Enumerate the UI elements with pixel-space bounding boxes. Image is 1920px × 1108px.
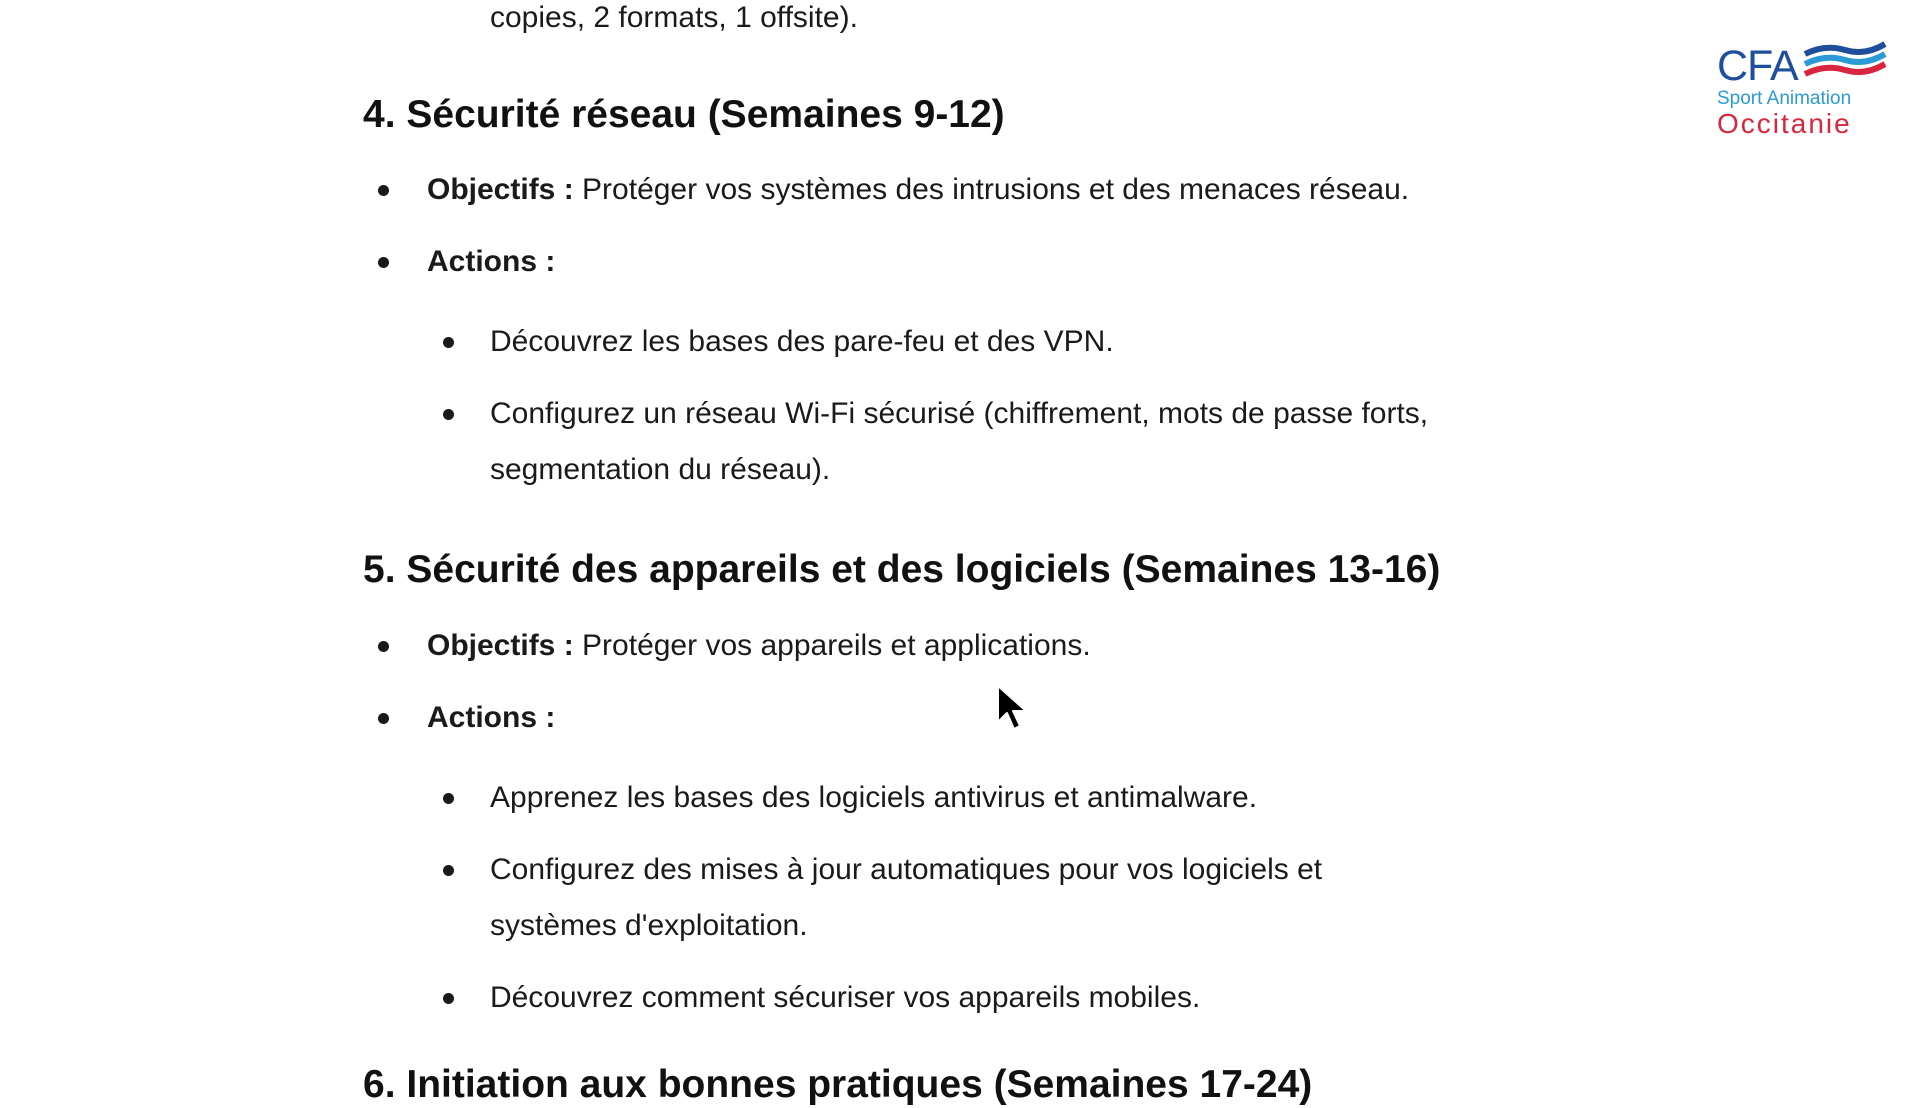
bullet <box>378 257 389 268</box>
section-5-action-1: Apprenez les bases des logiciels antivirus et antimalware. <box>490 781 1258 814</box>
section-5-action-2-line-1: Configurez des mises à jour automatiques pour vos logiciels et <box>490 853 1323 886</box>
bullet <box>443 337 454 348</box>
bullet <box>443 993 454 1004</box>
section-4-action-1: Découvrez les bases des pare-feu et des VPN. <box>490 325 1114 358</box>
bullet <box>378 641 389 652</box>
objectifs-text: Protéger vos systèmes des intrusions et des menaces réseau. <box>582 173 1410 206</box>
logo-sport-text: Sport Animation <box>1717 88 1852 109</box>
section-4-action-2-line-1: Configurez un réseau Wi-Fi sécurisé (chiffrement, mots de passe forts, <box>490 397 1429 430</box>
bullet <box>443 409 454 420</box>
logo-occitanie-text: Occitanie <box>1717 108 1852 139</box>
top-fragment-text: copies, 2 formats, 1 offsite). <box>490 1 858 34</box>
section-5-action-3: Découvrez comment sécuriser vos appareils mobiles. <box>490 981 1201 1014</box>
section-5-actions-label: Actions : <box>427 701 556 734</box>
objectifs-text: Protéger vos appareils et applications. <box>582 629 1091 662</box>
bullet <box>443 865 454 876</box>
section-6-heading-partial: 6. Initiation aux bonnes pratiques (Semaines 17-24) <box>363 1063 1313 1106</box>
section-4-action-2-line-2: segmentation du réseau). <box>490 453 831 486</box>
section-4-heading: 4. Sécurité réseau (Semaines 9-12) <box>363 93 1005 136</box>
section-5-action-2-line-2: systèmes d'exploitation. <box>490 909 808 942</box>
cfa-logo <box>1713 38 1889 138</box>
logo-cfa-text: CFA <box>1717 42 1798 90</box>
section-5-objectifs <box>427 628 1091 664</box>
mouse-cursor-icon <box>996 684 1030 734</box>
section-4-actions-label: Actions : <box>427 245 556 278</box>
objectifs-label: Objectifs : <box>427 173 574 206</box>
logo-waves-icon <box>1803 40 1887 86</box>
bullet <box>443 793 454 804</box>
bullet <box>378 185 389 196</box>
section-5-heading: 5. Sécurité des appareils et des logiciels (Semaines 13-16) <box>363 548 1441 591</box>
bullet <box>378 713 389 724</box>
objectifs-label: Objectifs : <box>427 629 574 662</box>
section-4-objectifs <box>427 172 1409 208</box>
